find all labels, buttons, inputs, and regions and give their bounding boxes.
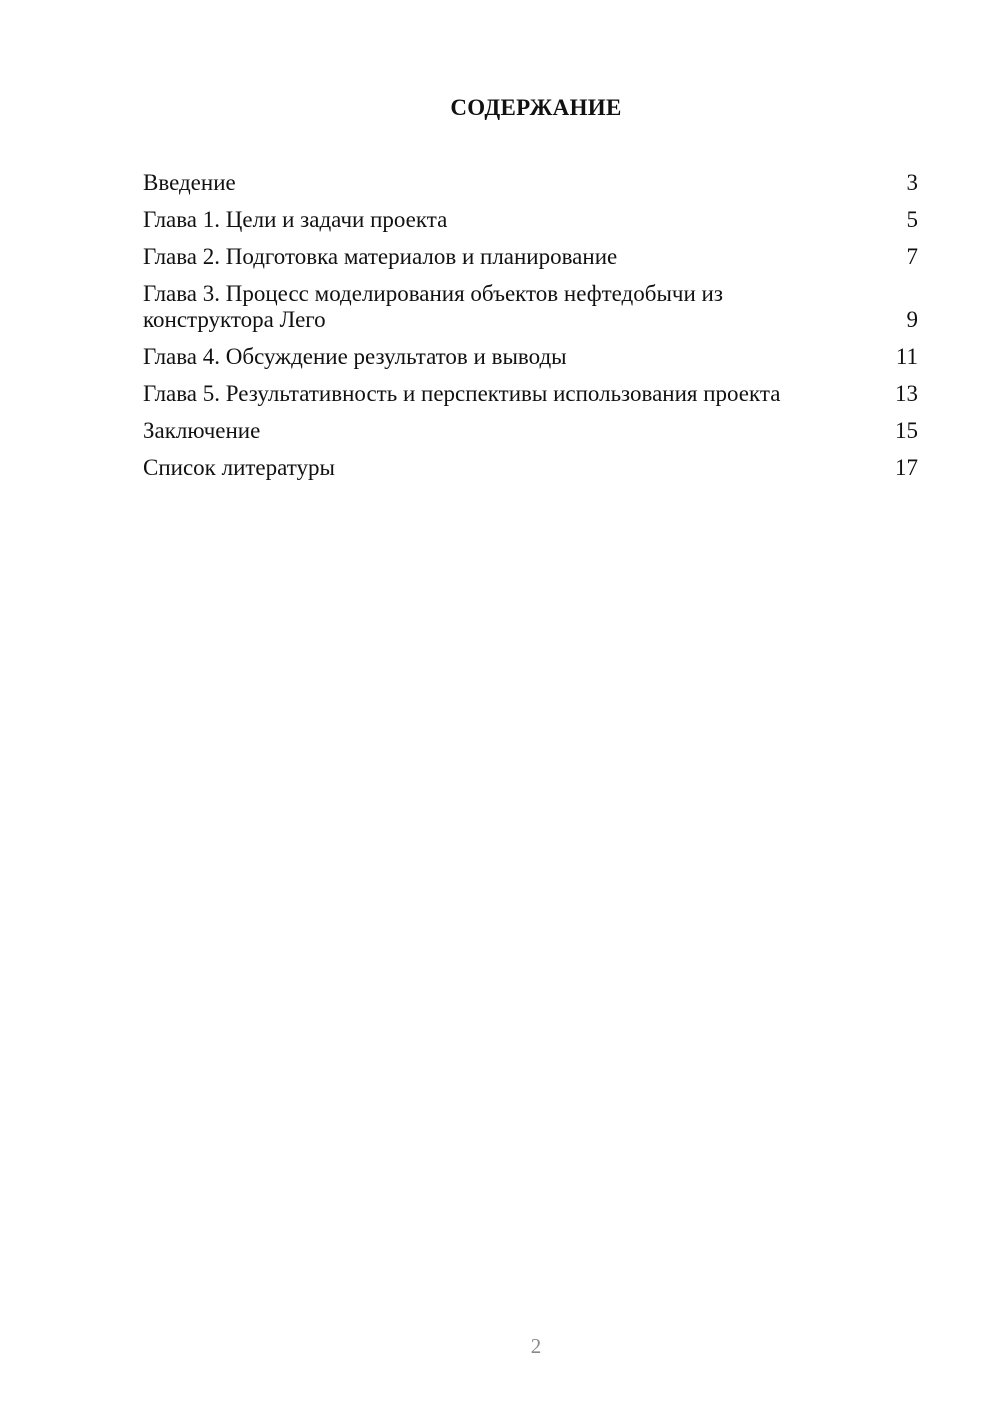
toc-entry-conclusion xyxy=(143,418,918,444)
toc-entry-page: 15 xyxy=(895,418,918,443)
toc-entry-label: Глава 2. Подготовка материалов и планирование xyxy=(143,244,618,269)
toc-entry-page: 7 xyxy=(906,244,918,269)
toc-entry-chapter-5 xyxy=(143,381,918,407)
toc-entry-page: 11 xyxy=(895,344,918,369)
toc-entry-chapter-4 xyxy=(143,344,918,370)
toc-entry-label: Введение xyxy=(143,170,236,195)
toc-entry-chapter-2 xyxy=(143,244,918,270)
toc-entry-label: Глава 4. Обсуждение результатов и выводы xyxy=(143,344,567,369)
toc-entry-page: 5 xyxy=(906,207,918,232)
toc-entry-chapter-3 xyxy=(143,281,918,333)
toc-entry-label: Список литературы xyxy=(143,455,335,480)
toc-entry-bibliography xyxy=(143,455,918,481)
toc-entry-page: 9 xyxy=(906,307,918,332)
table-of-contents xyxy=(143,170,918,492)
toc-entry-label: Заключение xyxy=(143,418,261,443)
page-number: 2 xyxy=(530,1334,542,1358)
toc-entry-page: 17 xyxy=(895,455,918,480)
toc-entry-introduction xyxy=(143,170,918,196)
page-title: СОДЕРЖАНИЕ xyxy=(450,95,622,120)
toc-entry-page: 3 xyxy=(906,170,918,195)
toc-entry-label: Глава 5. Результативность и перспективы использования проекта xyxy=(143,381,781,406)
toc-entry-label: Глава 3. Процесс моделирования объектов нефтедобычи из конструктора Лего xyxy=(143,281,723,332)
toc-entry-chapter-1 xyxy=(143,207,918,233)
toc-entry-label: Глава 1. Цели и задачи проекта xyxy=(143,207,448,232)
toc-entry-page: 13 xyxy=(895,381,918,406)
